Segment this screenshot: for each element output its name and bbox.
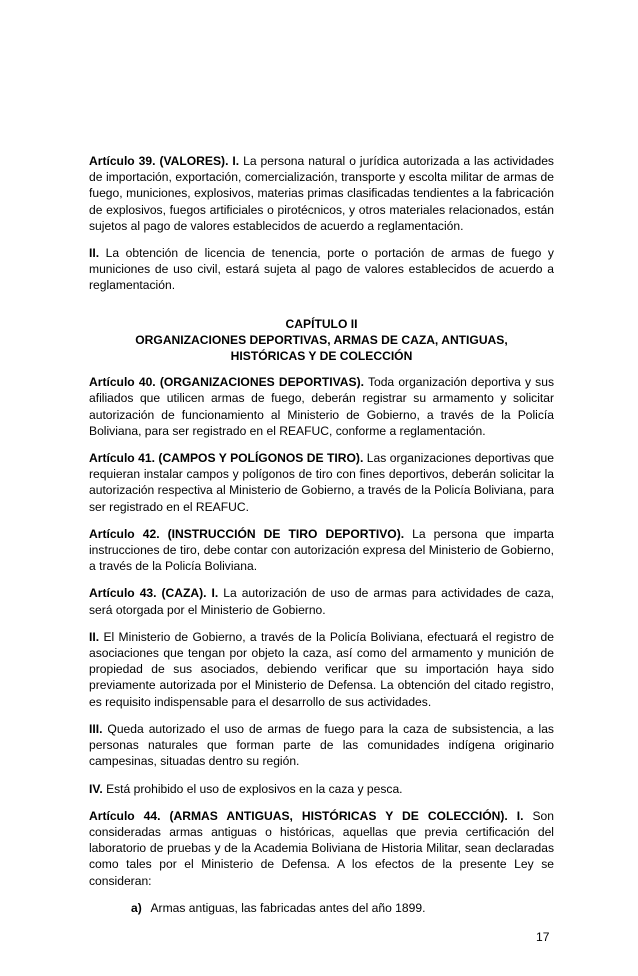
article-43-paragraph-1 (89, 585, 554, 617)
article-44-heading: Artículo 44. (ARMAS ANTIGUAS, HISTÓRICAS Y DE COLECCIÓN). I. (89, 808, 524, 823)
article-42-paragraph (89, 526, 554, 575)
list-item-a-text: Armas antiguas, las fabricadas antes del año 1899. (150, 900, 426, 915)
article-39-p2-number: II. (89, 246, 100, 261)
article-43-p3-text: Queda autorizado el uso de armas de fuego para la caza de subsistencia, a las personas naturales que forman parte de las comunidades indígena originario campesinas, situadas dentro su región. (89, 721, 554, 769)
article-39-p2-text: La obtención de licencia de tenencia, porte o portación de armas de fuego y municiones de uso civil, estará sujeta al pago de valores establecidos de acuerdo a reglamentación. (89, 246, 554, 293)
article-43-p2-number: II. (89, 629, 100, 644)
article-41-text: Las organizaciones deportivas que requieran instalar campos y polígonos de tiro con fines deportivos, deberán solicitar la autorización respectiva al Ministerio de Gobierno, a través de la Policía Boliviana, para ser registrado en el REAFUC. (89, 451, 555, 514)
article-41-heading: Artículo 41. (CAMPOS Y POLÍGONOS DE TIRO). (89, 451, 364, 466)
article-39-paragraph-1 (89, 153, 554, 234)
article-43-p3-number: III. (89, 721, 103, 736)
article-39-paragraph-2 (89, 245, 554, 294)
chapter-title-line-1: ORGANIZACIONES DEPORTIVAS, ARMAS DE CAZA, ANTIGUAS, (135, 332, 508, 347)
article-43-heading: Artículo 43. (CAZA). I. (89, 586, 219, 601)
article-41-paragraph (89, 450, 554, 515)
article-42-heading: Artículo 42. (INSTRUCCIÓN DE TIRO DEPORTIVO). (89, 526, 405, 541)
chapter-heading (89, 316, 554, 365)
article-43-paragraph-4 (89, 781, 554, 797)
article-40-heading: Artículo 40. (ORGANIZACIONES DEPORTIVAS). (89, 375, 364, 390)
article-40-paragraph (89, 374, 554, 439)
document-page (89, 153, 554, 916)
article-43-p4-text: Está prohibido el uso de explosivos en la caza y pesca. (106, 781, 403, 796)
article-43-text: La autorización de uso de armas para actividades de caza, será otorgada por el Ministerio de Gobierno. (89, 586, 554, 617)
chapter-number: CAPÍTULO II (285, 316, 358, 331)
list-item-a-label: a) (131, 900, 142, 915)
article-43-paragraph-2 (89, 629, 554, 710)
page-number: 17 (536, 930, 550, 944)
article-42-text: La persona que imparta instrucciones de tiro, debe contar con autorización expresa del Ministerio de Gobierno, a través de la Policía Boliviana. (89, 526, 554, 574)
chapter-title-line-2: HISTÓRICAS Y DE COLECCIÓN (230, 349, 413, 364)
article-43-p4-number: IV. (89, 781, 103, 796)
article-40-text: Toda organización deportiva y sus afiliados que utilicen armas de fuego, deberán registrar su armamento y solicitar autorización de funcionamiento al Ministerio de Gobierno, a través de la Policía Boliviana, para ser registrado en el REAFUC, conforme a reglamentación. (89, 375, 554, 438)
article-43-paragraph-3 (89, 721, 554, 770)
article-43-p2-text: El Ministerio de Gobierno, a través de la Policía Boliviana, efectuará el registro de asociaciones que tengan por objeto la caza, así como del armamento y munición de propiedad de sus asociados, debiendo verificar que su importación haya sido previamente autorizada por el Ministerio de Defensa. La obtención del citado registro, es requisito indispensable para el desarrollo de sus actividades. (89, 629, 554, 709)
article-39-heading: Artículo 39. (VALORES). I. (89, 154, 240, 168)
article-39-text: La persona natural o jurídica autorizada a las actividades de importación, exportación, comercialización, transporte y escolta militar de armas de fuego, municiones, explosivos, materias primas clasificadas tendientes a la fabricación de explosivos, fuegos artificiales o pirotécnicos, y otros materiales relacionados, están sujetos al pago de valores establecidos de acuerdo a reglamentación. (89, 154, 554, 233)
list-item-a (131, 900, 554, 916)
article-44-paragraph (89, 808, 554, 889)
article-44-text: Son consideradas armas antiguas o históricas, aquellas que previa certificación del laboratorio de pruebas y de la Academia Boliviana de Historia Militar, sean declaradas como tales por el Ministerio de Defensa. A los efectos de la presente Ley se consideran: (89, 808, 554, 888)
